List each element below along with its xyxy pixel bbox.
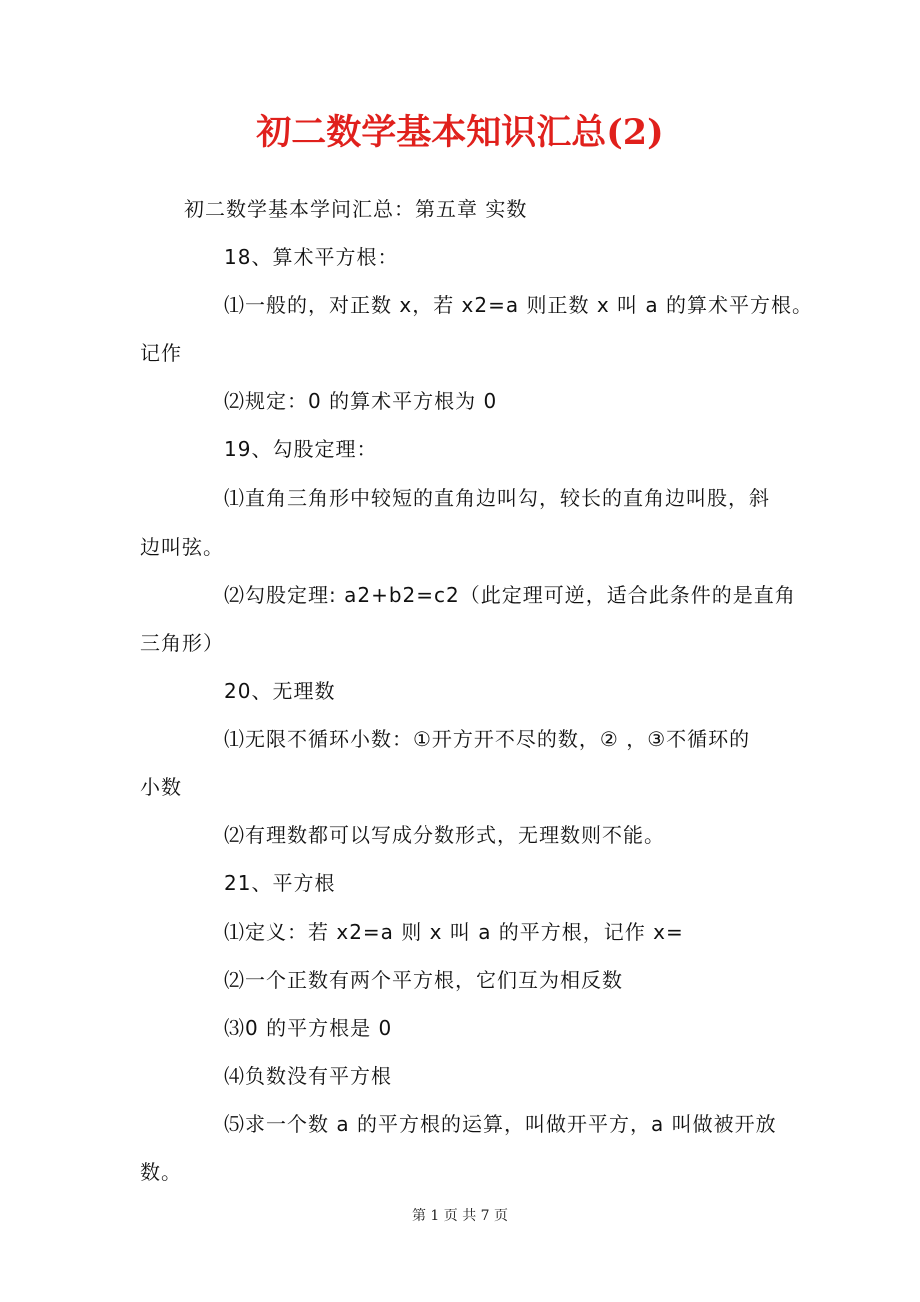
- paragraph-line: 记作: [140, 341, 182, 365]
- paragraph-line: ⑵一个正数有两个平方根，它们互为相反数: [224, 968, 623, 992]
- paragraph-line: 三角形）: [140, 631, 224, 655]
- section-19-heading: 19、勾股定理：: [224, 437, 378, 461]
- paragraph-line: ⑴定义：若 x2=a 则 x 叫 a 的平方根，记作 x=: [224, 920, 684, 944]
- paragraph-line: ⑵规定：0 的算术平方根为 0: [224, 389, 498, 413]
- page-footer: 第 1 页 共 7 页: [411, 1208, 509, 1224]
- section-20-heading: 20、无理数: [224, 679, 336, 703]
- paragraph-line: ⑴一般的，对正数 x，若 x2=a 则正数 x 叫 a 的算术平方根。: [224, 293, 814, 317]
- paragraph-line: ⑴无限不循环小数：①开方开不尽的数，② ，③不循环的: [224, 727, 751, 751]
- paragraph-line: ⑸求一个数 a 的平方根的运算，叫做开平方，a 叫做被开放: [224, 1112, 777, 1136]
- intro-heading: 初二数学基本学问汇总：第五章 实数: [184, 197, 528, 221]
- paragraph-line: ⑴直角三角形中较短的直角边叫勾，较长的直角边叫股，斜: [224, 486, 770, 510]
- paragraph-line: ⑵勾股定理: a2+b2=c2（此定理可逆，适合此条件的是直角: [224, 583, 796, 607]
- paragraph-line: 边叫弦。: [140, 535, 224, 559]
- paragraph-line: ⑵有理数都可以写成分数形式，无理数则不能。: [224, 823, 665, 847]
- page-title: 初二数学基本知识汇总(2): [256, 112, 664, 153]
- section-18-heading: 18、算术平方根：: [224, 245, 399, 269]
- section-21-heading: 21、平方根: [224, 871, 336, 895]
- paragraph-line: 数。: [140, 1160, 182, 1184]
- paragraph-line: 小数: [140, 775, 182, 799]
- paragraph-line: ⑷负数没有平方根: [224, 1064, 392, 1088]
- paragraph-line: ⑶0 的平方根是 0: [224, 1016, 393, 1040]
